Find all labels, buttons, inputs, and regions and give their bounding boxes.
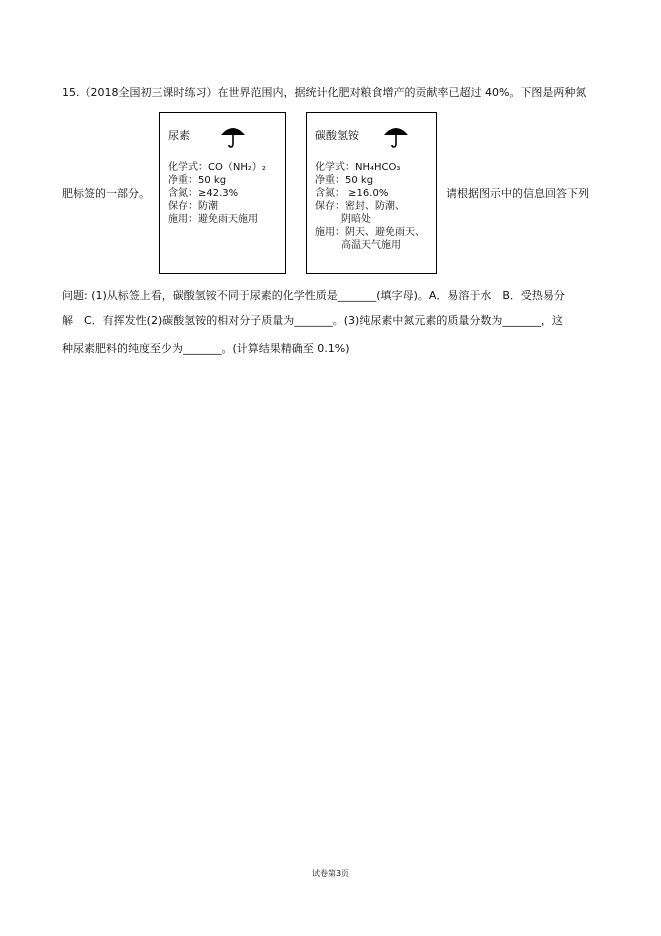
urea-label-card [159, 112, 286, 274]
bicarb-usage-cont: 高温天气施用 [341, 240, 401, 251]
bicarb-storage-cont: 阴暗处 [341, 214, 371, 225]
urea-label-rows [168, 161, 266, 226]
bicarb-storage: 保存：密封、防潮、 [315, 201, 405, 212]
page-footer: 试卷第3页 [311, 869, 350, 878]
bicarb-label-rows [315, 161, 425, 252]
urea-usage: 施用：避免雨天施用 [168, 214, 258, 225]
urea-storage: 保存：防潮 [168, 201, 218, 212]
bicarb-label-title: 碳酸氢铵 [315, 129, 359, 142]
bicarb-usage: 施用：阴天、避免雨天、 [315, 227, 425, 238]
ammonium-bicarbonate-label-card [306, 112, 437, 274]
question-line-2-right: 请根据图示中的信息回答下列 [446, 187, 589, 200]
umbrella-icon [383, 123, 409, 149]
question-line-4: 解 C．有挥发性(2)碳酸氢铵的相对分子质量为_______。(3)纯尿素中氮元素的质量分数为_______，这 [62, 314, 563, 327]
question-line-5: 种尿素肥料的纯度至少为_______。(计算结果精确至 0.1%) [62, 342, 350, 355]
bicarb-formula: 化学式：NH₄HCO₃ [315, 162, 401, 173]
urea-formula: 化学式：CO（NH₂）₂ [168, 162, 266, 173]
bicarb-nitrogen-content: 含氮： ≥16.0% [315, 188, 389, 199]
urea-label-title: 尿素 [168, 129, 190, 142]
umbrella-icon [220, 123, 246, 149]
urea-net-weight: 净重：50 kg [168, 175, 227, 186]
question-line-3: 问题: (1)从标签上看，碳酸氢铵不同于尿素的化学性质是_______(填字母)。A．易溶于水 B．受热易分 [62, 289, 565, 302]
question-line-2-left: 肥标签的一部分。 [62, 187, 150, 200]
urea-nitrogen-content: 含氮：≥42.3% [168, 188, 239, 199]
bicarb-net-weight: 净重：50 kg [315, 175, 374, 186]
question-line-1: 15.（2018全国初三课时练习）在世界范围内，据统计化肥对粮食增产的贡献率已超过 40%。下图是两种氮 [62, 86, 587, 99]
